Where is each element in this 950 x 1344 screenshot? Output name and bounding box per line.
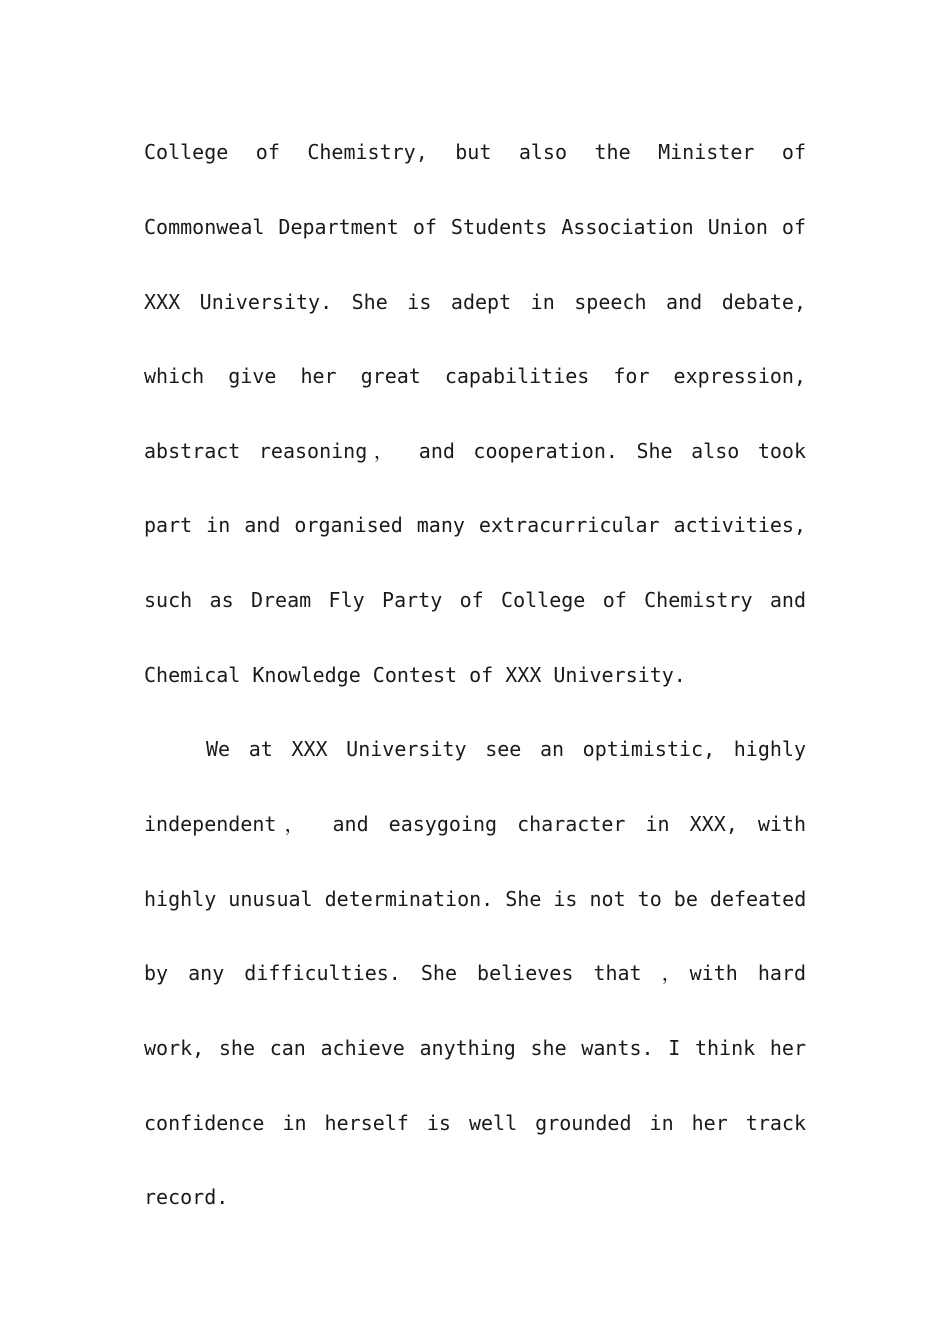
paragraph-2-line-7: record. — [144, 1185, 229, 1209]
paragraph-1-line-5: abstract reasoning， and cooperation. She also took — [144, 439, 806, 463]
paragraph-2-line-1: We at XXX University see an optimistic, highly — [206, 737, 806, 761]
paragraph-1-line-7: such as Dream Fly Party of College of Chemistry and — [144, 588, 806, 612]
paragraph-2-line-6: confidence in herself is well grounded in her track — [144, 1111, 806, 1135]
paragraph-2-line-2: independent， and easygoing character in XXX, with — [144, 812, 806, 836]
paragraph-2-line-3: highly unusual determination. She is not to be defeated — [144, 887, 807, 911]
paragraph-1-line-8: Chemical Knowledge Contest of XXX University. — [144, 663, 686, 687]
paragraph-2-line-4: by any difficulties. She believes that ，with hard — [144, 961, 806, 985]
paragraph-1-line-1: College of Chemistry, but also the Minister of — [144, 140, 806, 164]
paragraph-1-line-2: Commonweal Department of Students Association Union of — [144, 215, 806, 239]
paragraph-1-line-4: which give her great capabilities for expression, — [144, 364, 806, 388]
paragraph-1-line-6: part in and organised many extracurricular activities, — [144, 513, 806, 537]
paragraph-1-line-3: XXX University. She is adept in speech and debate, — [144, 290, 806, 314]
paragraph-2-line-5: work, she can achieve anything she wants. I think her — [144, 1036, 806, 1060]
